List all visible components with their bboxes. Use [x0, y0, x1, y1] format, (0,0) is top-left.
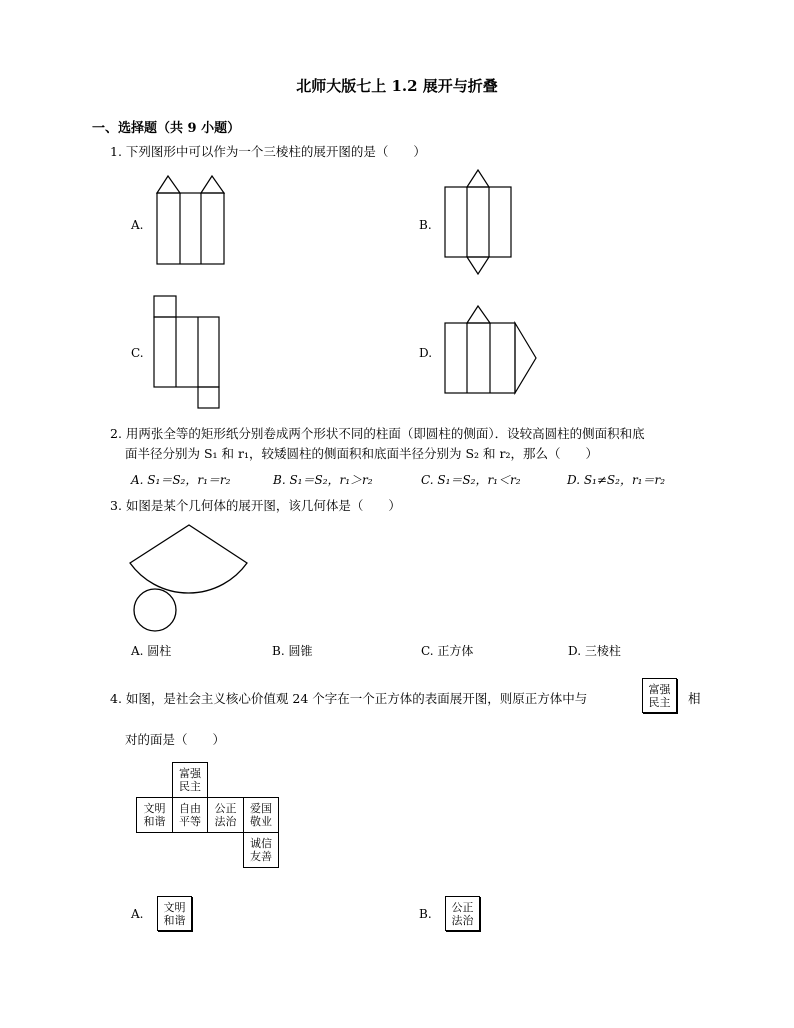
q4-reference-line2: 民主 — [648, 695, 671, 709]
net-face-3 — [207, 797, 244, 833]
net-face-1-line1: 文明 — [143, 802, 166, 815]
q3-option-b: B. 圆锥 — [272, 644, 313, 658]
q4-option-b-line1: 公正 — [451, 900, 474, 914]
q1-option-b-label: B. — [419, 218, 432, 232]
q2-stem-line1: 2. 用两张全等的矩形纸分别卷成两个形状不同的柱面（即圆柱的侧面）．设较高圆柱的侧面积和底 — [110, 426, 645, 441]
net-face-bottom — [243, 832, 279, 868]
q4-option-b-box — [445, 896, 480, 931]
q3-option-c: C. 正方体 — [421, 644, 474, 658]
q1-option-c-label: C. — [131, 346, 144, 360]
q4-stem-part1: 4. 如图，是社会主义核心价值观 24 个字在一个正方体的表面展开图，则原正方体中与 — [110, 691, 588, 706]
q1-option-d-label: D. — [419, 346, 433, 360]
net-face-3-line1: 公正 — [214, 802, 237, 815]
q4-option-b-label: B. — [419, 907, 432, 921]
q1-option-a-label: A. — [131, 218, 144, 232]
q4-option-a-line1: 文明 — [163, 900, 186, 914]
net-face-4 — [243, 797, 279, 833]
q4-option-a-box — [157, 896, 192, 931]
q3-option-a: A. 圆柱 — [131, 644, 172, 658]
net-face-4-line2: 敬业 — [250, 815, 272, 828]
net-face-bottom-line1: 诚信 — [250, 837, 272, 850]
q3-stem: 3. 如图是某个几何体的展开图，该几何体是（ ） — [110, 498, 401, 513]
net-face-4-line1: 爱国 — [250, 802, 272, 815]
q4-stem-line2: 对的面是（ ） — [125, 732, 226, 747]
q1-stem: 1. 下列图形中可以作为一个三棱柱的展开图的是（ ） — [110, 144, 426, 159]
q2-option-c: C. S₁＝S₂，r₁＜r₂ — [421, 473, 521, 487]
q4-stem-part2: 相 — [688, 691, 701, 706]
net-face-2 — [172, 797, 208, 833]
net-face-top — [172, 762, 208, 798]
net-face-top-line1: 富强 — [179, 767, 201, 780]
q4-reference-box — [642, 678, 677, 713]
q4-option-b-line2: 法治 — [451, 913, 474, 927]
net-face-1-line2: 和谐 — [143, 815, 166, 828]
net-face-bottom-line2: 友善 — [250, 850, 272, 863]
q2-stem-line2: 面半径分别为 S₁ 和 r₁，较矮圆柱的侧面积和底面半径分别为 S₂ 和 r₂，那么（ ） — [125, 446, 598, 461]
page-title: 北师大版七上 1.2 展开与折叠 — [296, 77, 498, 95]
net-face-top-line2: 民主 — [179, 780, 201, 793]
net-face-2-line2: 平等 — [179, 815, 201, 828]
net-face-2-line1: 自由 — [179, 802, 201, 815]
q3-option-d: D. 三棱柱 — [568, 644, 621, 658]
q2-option-d: D. S₁≠S₂，r₁＝r₂ — [567, 473, 666, 487]
q2-option-b: B. S₁＝S₂，r₁＞r₂ — [273, 473, 373, 487]
section-heading: 一、选择题（共 9 小题） — [92, 121, 241, 136]
net-face-3-line2: 法治 — [214, 815, 237, 828]
net-face-1 — [136, 797, 173, 833]
q4-option-a-label: A. — [131, 907, 144, 921]
q2-option-a: A. S₁＝S₂，r₁＝r₂ — [131, 473, 231, 487]
q4-option-a-line2: 和谐 — [163, 913, 186, 927]
q4-reference-line1: 富强 — [648, 682, 671, 696]
